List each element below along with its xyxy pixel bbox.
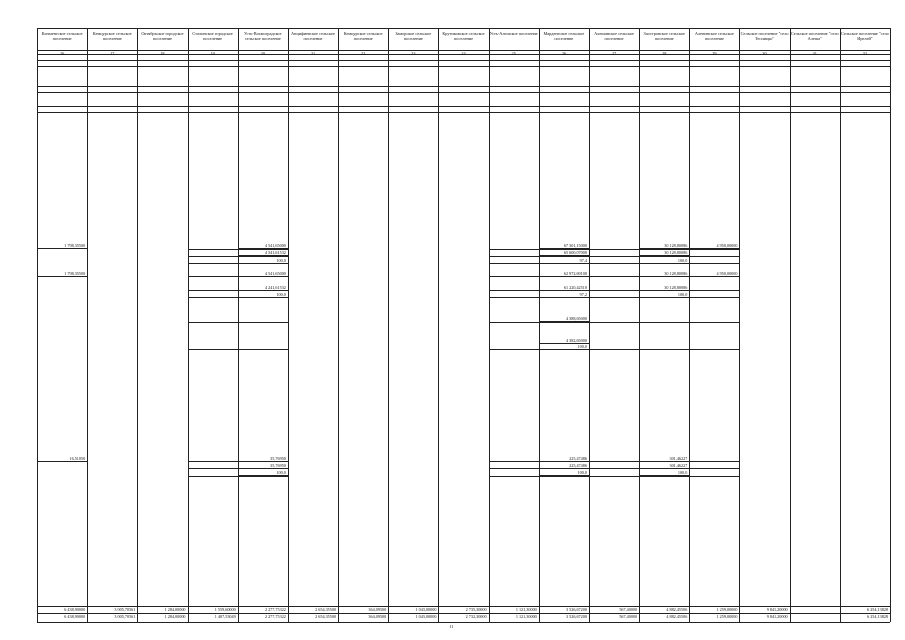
column-number: 25 (511, 50, 516, 56)
value-cell: 100,0 (677, 292, 688, 297)
total-cell: 1 559,60000 (214, 606, 236, 612)
column-header: Сельское поселение "село Теплицко" (740, 31, 789, 42)
value-cell: 97,2 (579, 292, 587, 297)
column-number: 16 (59, 50, 65, 56)
total-cell: 6 254,13828 (867, 613, 888, 619)
total-cell: 4 882,45506 (666, 606, 688, 612)
value-cell: 30 128,80086 (664, 250, 688, 255)
grid-vline (890, 28, 891, 622)
value-cell: 61 220,42510 (563, 285, 587, 290)
total-cell: 9 841,20000 (766, 606, 788, 612)
column-number: 28 (662, 50, 667, 56)
grid-vline (388, 28, 389, 622)
total-cell: 6 254,13828 (867, 606, 888, 612)
total-cell: 3 526,67200 (565, 606, 587, 612)
column-header: Усть-Вохмоградское сельское поселение (244, 31, 282, 42)
total-cell: 4 882,45506 (666, 613, 688, 619)
column-header: Заостровское сельское поселение (643, 31, 685, 42)
column-header: Сельское поселение "село Алеша" (790, 31, 839, 42)
column-number: 30 (762, 50, 767, 56)
total-cell: 1 259,00000 (716, 613, 738, 619)
column-header: Кемцурское сельское поселение (92, 31, 132, 42)
column-header: Сталинское городское поселение (192, 31, 233, 42)
column-number: 31 (812, 50, 817, 56)
total-cell: 2 735,30000 (465, 606, 487, 612)
total-cell: 2 654,35500 (315, 613, 337, 619)
value-cell: 100,0 (276, 470, 286, 475)
value-cell: 225,47486 (569, 463, 587, 468)
total-cell: 2 277,75322 (264, 606, 286, 612)
column-number: 27 (611, 50, 617, 56)
value-cell: 301,46227 (669, 463, 688, 468)
value-cell: 100,0 (677, 257, 688, 263)
total-cell: 9 841,20000 (766, 613, 788, 619)
total-cell: 364,09500 (368, 606, 387, 612)
page-number: 11 (449, 624, 454, 629)
column-number: 24 (461, 50, 466, 56)
total-cell: 3 005,70561 (114, 613, 136, 619)
grid-hline (37, 66, 890, 67)
column-header: Марденгское сельское поселение (543, 31, 585, 42)
column-header: Усть-Алешское поселение (489, 31, 538, 36)
grid-vline (539, 28, 540, 622)
column-header: Октябрьское городское поселение (141, 31, 184, 42)
grid-vline (188, 28, 189, 622)
column-number: 21 (310, 50, 316, 56)
grid-vline (639, 28, 640, 622)
grid-vline (338, 28, 339, 622)
total-cell: 1 407,53049 (214, 613, 236, 619)
value-cell: 97,4 (579, 257, 587, 263)
total-cell: 1 259,00000 (716, 606, 738, 612)
value-cell: 35,76950 (270, 456, 286, 461)
value-cell: 65 600,07000 (563, 250, 587, 255)
grid-hline (37, 28, 890, 29)
column-header: Сельское поселение "село Ирелей" (840, 31, 889, 42)
total-cell: 6 438,90000 (64, 613, 86, 619)
total-cell: 1 043,00000 (415, 613, 437, 619)
column-number: 19 (210, 50, 215, 56)
column-number: 18 (160, 50, 165, 56)
value-cell: 225,47486 (569, 456, 587, 461)
column-header: Аленинское сельское поселение (694, 31, 734, 42)
value-cell: 62 972,69100 (563, 270, 587, 276)
column-number: 32 (862, 50, 868, 56)
value-cell: 4 541,65000 (264, 270, 286, 276)
column-number: 26 (561, 50, 566, 56)
value-cell: 301,46227 (669, 456, 688, 461)
grid-hline (37, 86, 890, 87)
value-cell: 4 950,00000 (716, 242, 738, 248)
total-cell: 567,40000 (619, 606, 638, 612)
grid-vline (87, 28, 88, 622)
column-number: 17 (110, 50, 115, 56)
cell-underline (37, 248, 87, 249)
grid-hline (37, 92, 890, 93)
total-cell: 3 526,67200 (565, 613, 587, 619)
total-cell: 1 121,30000 (515, 606, 537, 612)
value-cell: 100,0 (577, 470, 587, 475)
grid-vline (840, 28, 841, 622)
value-cell: 100,0 (276, 257, 286, 263)
grid-vline (137, 28, 138, 622)
column-header: Крутиковское сельское поселение (442, 31, 485, 42)
column-number: 29 (712, 50, 717, 56)
column-header: Кичменгское сельское поселение (41, 31, 83, 42)
value-cell: 67 301,15000 (563, 242, 587, 248)
value-cell: 4 388,65000 (565, 316, 587, 321)
value-cell: 4 241,61532 (264, 285, 286, 290)
value-cell: 30 128,80086 (664, 270, 688, 276)
value-cell: 4 541,61532 (264, 250, 286, 255)
value-cell: 30 128,80086 (664, 242, 688, 248)
total-cell: 3 005,70561 (114, 606, 136, 612)
total-cell: 1 284,00000 (164, 606, 186, 612)
grid-hline (37, 60, 890, 61)
value-cell: 100,0 (677, 470, 688, 475)
grid-vline (589, 28, 590, 622)
value-cell: 35,76950 (270, 463, 286, 468)
value-cell: 1 798,35500 (64, 270, 86, 276)
grid-hline (37, 106, 890, 107)
grid-hline (37, 622, 890, 623)
grid-vline (438, 28, 439, 622)
column-number: 22 (360, 50, 366, 56)
total-cell: 2 654,35500 (315, 606, 337, 612)
total-cell: 1 121,30000 (515, 613, 537, 619)
value-cell: 1 798,35500 (64, 242, 86, 248)
column-number: 23 (411, 50, 416, 56)
total-cell: 2 732,30000 (465, 613, 487, 619)
column-header: Алешинское сельское поселение (594, 31, 634, 42)
total-cell: 1 043,00000 (415, 606, 437, 612)
value-cell: 30 128,80086 (664, 285, 688, 290)
grid-vline (689, 28, 690, 622)
grid-vline (238, 28, 239, 622)
total-cell: 6 438,90000 (64, 606, 86, 612)
grid-vline (739, 28, 740, 622)
value-cell: 4 382,65000 (565, 338, 587, 343)
grid-vline (288, 28, 289, 622)
cell-underline (37, 461, 87, 462)
grid-vline (489, 28, 490, 622)
column-header: Кемцурское сельское поселение (343, 31, 383, 42)
total-cell: 2 277,75322 (264, 613, 286, 619)
value-cell: 4 950,00000 (716, 270, 738, 276)
value-cell: 4 541,65000 (264, 242, 286, 248)
column-number: 20 (260, 50, 265, 56)
value-cell: 100,0 (577, 344, 587, 349)
total-cell: 567,40000 (619, 613, 638, 619)
column-header: Заморское сельское поселение (395, 31, 432, 42)
total-cell: 364,09500 (368, 613, 387, 619)
grid-vline (790, 28, 791, 622)
value-cell: 100,0 (276, 292, 286, 297)
cell-underline (37, 276, 87, 277)
grid-hline (37, 112, 890, 113)
column-header: Анцифиевское сельское поселение (291, 31, 335, 42)
grid-vline (37, 28, 38, 622)
total-cell: 1 284,00000 (164, 613, 186, 619)
value-cell: 16,51050 (69, 456, 86, 461)
